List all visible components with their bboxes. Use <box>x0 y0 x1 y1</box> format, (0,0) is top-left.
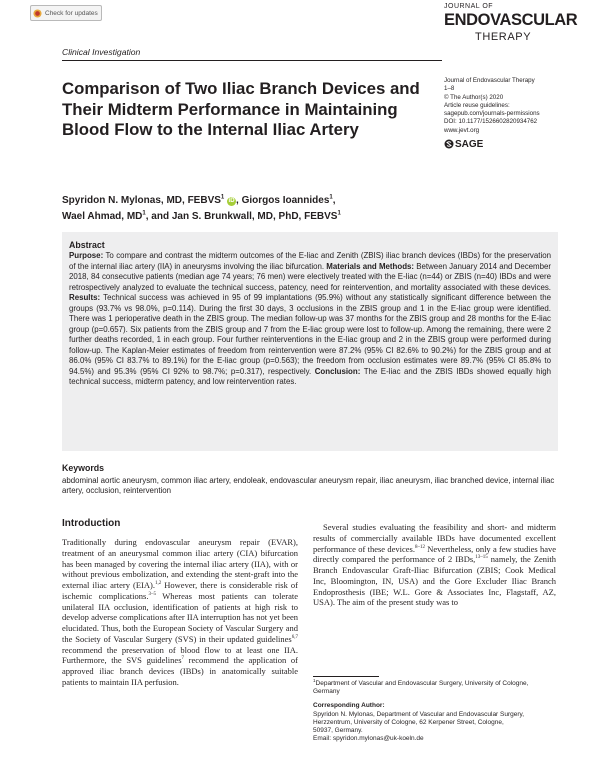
intro-text-2a: Several studies evaluating the feasibility and short- and midterm results of commercially available IBDs have documented excellent performance of these devices. <box>313 522 556 554</box>
orcid-icon[interactable]: iD <box>228 198 235 204</box>
results-label: Results: <box>69 293 101 302</box>
citation[interactable]: 1,2 <box>154 581 162 587</box>
intro-text-1d: recommend the preservation of blood flow to at least one IIA. Furthermore, the SVS guidelines <box>62 644 298 666</box>
intro-text-1c: Whereas most patients can tolerate unilateral IIA occlusion, identification of patients at high risk to develop adverse complications after IIA interruption has not yet been elucidated. Thus, both the European Society of Vascular Surgery and the Society of Vascular Surgery (SVS) in their updated guidelines <box>62 590 298 644</box>
journal-logo-main: ENDOVASCULAR <box>444 11 578 29</box>
intro-text-1b: However, there is considerable risk of ischemic complications. <box>62 580 298 601</box>
affiliation-number: 1 <box>313 677 316 683</box>
author-separator: , <box>332 195 336 206</box>
affiliation-footnote <box>313 677 556 696</box>
keywords-text: abdominal aortic aneurysm, common iliac artery, endoleak, endovascular aneurysm repair, iliac aneurysm, iliac branched device, internal iliac artery, occlusion, reintervention <box>62 476 555 495</box>
footnote-rule <box>313 676 379 677</box>
footnotes <box>313 677 556 743</box>
permissions-link[interactable]: sagepub.com/journals-permissions <box>444 110 540 118</box>
conclusion-text: The E-liac and the ZBIS IBDs showed equally high technical success, midterm patency, and low reintervention rates. <box>69 366 551 386</box>
corresponding-author-line: Spyridon N. Mylonas, Department of Vascular and Endovascular Surgery, <box>313 710 525 718</box>
abstract-text <box>69 251 551 388</box>
conclusion-label: Conclusion: <box>314 366 361 376</box>
author-2-affil: 1 <box>329 194 333 201</box>
check-updates-icon <box>33 9 42 18</box>
author-3-affil: 1 <box>142 210 146 217</box>
intro-text-1e: recommend the application of approved iliac branch devices (IBDs) in anatomically suitable patients to maintain IIA perfusion. <box>62 655 299 687</box>
publisher-logo <box>444 138 483 150</box>
intro-text-2b: Nevertheless, only a few studies have directly compared the performance of 2 IBDs, <box>313 543 556 565</box>
author-4: , and Jan S. Brunkwall, MD, PhD, FEBVS <box>145 211 338 222</box>
corresponding-author-line: Herzzentrum, University of Cologne, 62 Kerpener Street, Cologne, <box>313 718 504 726</box>
intro-paragraph-1 <box>62 537 298 688</box>
keywords-heading: Keywords <box>62 463 105 473</box>
corresponding-author-line: 50937, Germany. <box>313 727 363 735</box>
author-1-affil: 1 <box>220 194 225 201</box>
check-for-updates-label: Check for updates <box>45 9 98 17</box>
body-column-right <box>313 522 556 608</box>
corresponding-author-heading: Corresponding Author: <box>313 702 385 710</box>
intro-text-2c: namely, the Zenith Branch Endovascular Graft-Iliac Bifurcation (ZBIS; Cook Medical Inc, Bloomington, IN, USA) and the Gore Excluder Iliac Branch Endoprosthesis (IBE; W.L. Gore & Associates Inc, Flagstaff, AZ, USA). The aim of the present study was to <box>313 554 557 608</box>
journal-logo-top: JOURNAL OF <box>444 3 494 10</box>
reuse-label: Article reuse guidelines: <box>444 101 510 109</box>
citation[interactable]: 3–5 <box>148 591 156 597</box>
page-range: 1–8 <box>444 85 455 93</box>
journal-name: Journal of Endovascular Therapy <box>444 77 535 84</box>
copyright: © The Author(s) 2020 <box>444 93 504 101</box>
header-rule <box>62 60 442 61</box>
affiliation-text: Department of Vascular and Endovascular Surgery, University of Cologne, Germany <box>313 680 529 696</box>
methods-text: Between January 2014 and December 2018, 84 consecutive patients (median age 74 years; 76 men) were electively treated with the E-liac (n=44) or ZBIS (n=40) IBDs and were retrospectively analyzed to evaluate the technical success, patency, need for reintervention, and mortality associated with these devices. <box>69 261 552 292</box>
citation[interactable]: 8–12 <box>414 544 425 550</box>
author-2: , Giorgos Ioannides <box>236 195 330 206</box>
purpose-label: Purpose: <box>69 251 104 260</box>
methods-label: Materials and Methods: <box>326 261 415 271</box>
citation[interactable]: 7 <box>181 656 185 662</box>
results-text: Technical success was achieved in 95 of 99 implantations (95.9%) without any statistically significant difference between the groups (93.7% vs 98.0%, p=0.114). During the first 30 days, 3 occlusions in the ZBIS group and 1 in the E-liac group were identified. There was 1 perioperative death in the ZBIS group. The median follow-up was 37 months for the ZBIS group and 28 months for the E-liac group (p=0.657). Six patients from the ZBIS group and 7 from the E-liac group were lost to follow-up. Among the remaining, there were 2 further deaths recorded, 1 in each group. Four further reinterventions in the E-liac group and 2 in the ZBIS group were performed during follow-up. The Kaplan-Meier estimates of freedom from reintervention were 87.2% (95% CI 82.6% to 90.2%) for the ZBIS group and at 86.0% (95% CI 83.7% to 89.1%) for the E-liac group (p=0.563); the freedom from occlusion estimates were 89.7% (95% CI 85.8% to 94.5%) and 95.3% (95% CI 92% to 98.7%; p=0.317), respectively. <box>69 293 551 376</box>
introduction-heading: Introduction <box>62 518 121 529</box>
journal-website[interactable]: www.jevt.org <box>444 126 480 134</box>
purpose-text: To compare and contrast the midterm outcomes of the E-liac and Zenith (ZBIS) iliac branch devices (IBDs) for the preservation of the internal iliac artery (IIA) in aneurysms involving the iliac bifurcation. <box>69 251 551 271</box>
citation[interactable]: 6,7 <box>291 634 298 640</box>
article-category: Clinical Investigation <box>62 47 141 57</box>
author-4-affil: 1 <box>337 210 341 217</box>
abstract-box <box>62 232 558 451</box>
article-title: Comparison of Two Iliac Branch Devices and Their Midterm Performance in Maintaining Blood Flow to the Internal Iliac Artery <box>62 79 420 139</box>
intro-paragraph-2 <box>313 522 556 608</box>
journal-logo-bottom: THERAPY <box>475 31 532 43</box>
citation[interactable]: 13–15 <box>475 555 488 561</box>
publisher-name: SAGE <box>455 138 484 150</box>
abstract-heading: Abstract <box>69 240 105 250</box>
journal-info <box>444 77 540 135</box>
sage-icon <box>444 139 454 149</box>
intro-text-1a: Traditionally during endovascular aneurysm repair (EVAR), treatment of an aneurysmal common iliac artery (CIA) bifurcation has been managed by covering the internal iliac artery (IIA), with or without previous embolization, and extending the stent-graft into the external iliac artery (EIA). <box>62 537 298 590</box>
corresponding-author-email[interactable]: Email: spyridon.mylonas@uk-koeln.de <box>313 735 424 743</box>
author-list <box>62 193 440 225</box>
author-1: Spyridon N. Mylonas, MD, FEBVS <box>62 195 221 206</box>
journal-logo <box>444 3 578 67</box>
doi[interactable]: DOI: 10.1177/1526602820934762 <box>444 118 538 126</box>
check-for-updates-badge[interactable] <box>30 5 102 21</box>
author-3: Wael Ahmad, MD <box>62 211 143 222</box>
keywords-section <box>62 463 558 496</box>
body-column-left <box>62 537 298 688</box>
